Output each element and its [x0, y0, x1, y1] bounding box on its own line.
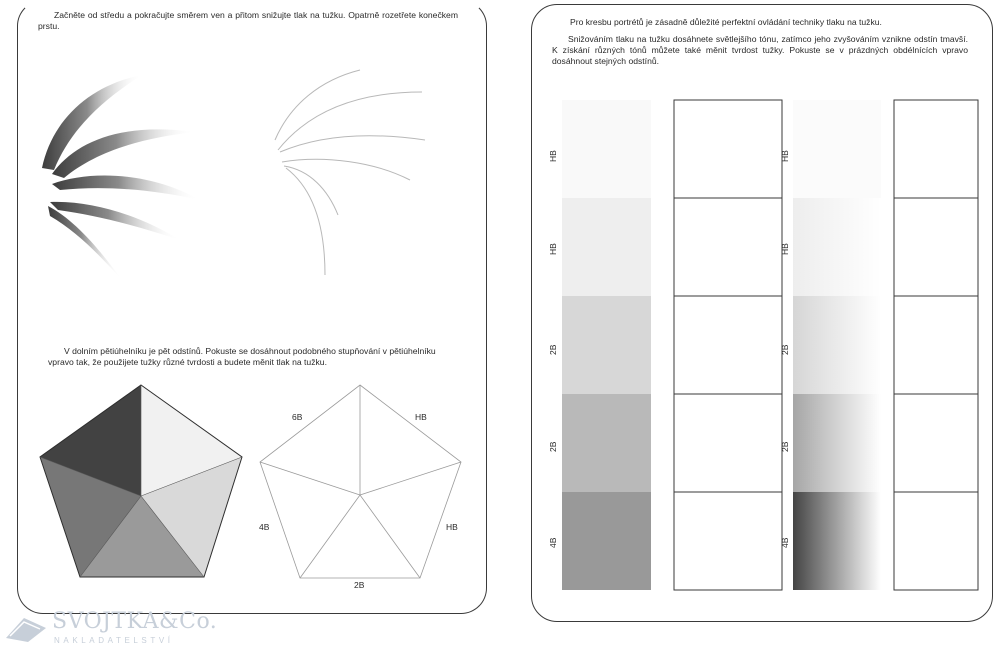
- row-label-left-4: 2B: [548, 441, 558, 452]
- empty-pentagon: [245, 385, 475, 595]
- right-title-text: Pro kresbu portrétů je zásadně důležité perfektní ovládání techniky tlaku na tužku.: [570, 17, 882, 27]
- pentagon-instruction-text: V dolním pětiúhelníku je pět odstínů. Pokuste se dosáhnout podobného stupňování v pětiúhelníku vpravo tak, že použijete tužky různé tvrdosti a budete měnit tlak na tužku.: [48, 346, 436, 367]
- row-label-right-2: HB: [780, 243, 790, 255]
- right-body-text: Snižováním tlaku na tužku dosáhnete světlejšího tónu, zatímco jeho zvyšováním vznikne odstín tmavší. K získání různých tónů můžete také měnit tvrdost tužky. Pokuste se v prázdných obdélnících vpravo dosáhnout stejných odstínů.: [552, 34, 968, 66]
- outline-stroke-sketch: [270, 70, 440, 280]
- pentagon-label-hb-right: HB: [446, 522, 458, 532]
- pentagon-label-6b: 6B: [292, 412, 303, 422]
- row-label-right-1: HB: [780, 150, 790, 162]
- row-label-left-1: HB: [548, 150, 558, 162]
- publisher-name: SVOJTKA&Co.: [52, 609, 218, 634]
- row-label-left-2: HB: [548, 243, 558, 255]
- publisher-subtitle: NAKLADATELSTVÍ: [54, 636, 174, 645]
- pentagon-label-hb-top: HB: [415, 412, 427, 422]
- left-intro-text: Začněte od středu a pokračujte směrem ven a přitom snižujte tlak na tužku. Opatrně rozetřete konečkem prstu.: [38, 10, 458, 31]
- empty-box-column-1: [674, 100, 782, 590]
- row-label-right-5: 4B: [780, 537, 790, 548]
- shaded-stroke-sketch: [30, 60, 210, 290]
- pentagon-label-2b: 2B: [354, 580, 365, 590]
- row-label-left-3: 2B: [548, 344, 558, 355]
- pentagon-label-4b: 4B: [259, 522, 270, 532]
- shaded-pentagon: [38, 385, 243, 580]
- publisher-logo: [0, 606, 218, 648]
- tone-swatch-grid: [540, 100, 990, 600]
- gradient-tone-column: [793, 100, 881, 590]
- solid-tone-column: [562, 100, 651, 590]
- row-label-right-4: 2B: [780, 441, 790, 452]
- empty-box-column-2: [894, 100, 978, 590]
- row-label-left-5: 4B: [548, 537, 558, 548]
- book-icon: [4, 612, 48, 644]
- row-label-right-3: 2B: [780, 344, 790, 355]
